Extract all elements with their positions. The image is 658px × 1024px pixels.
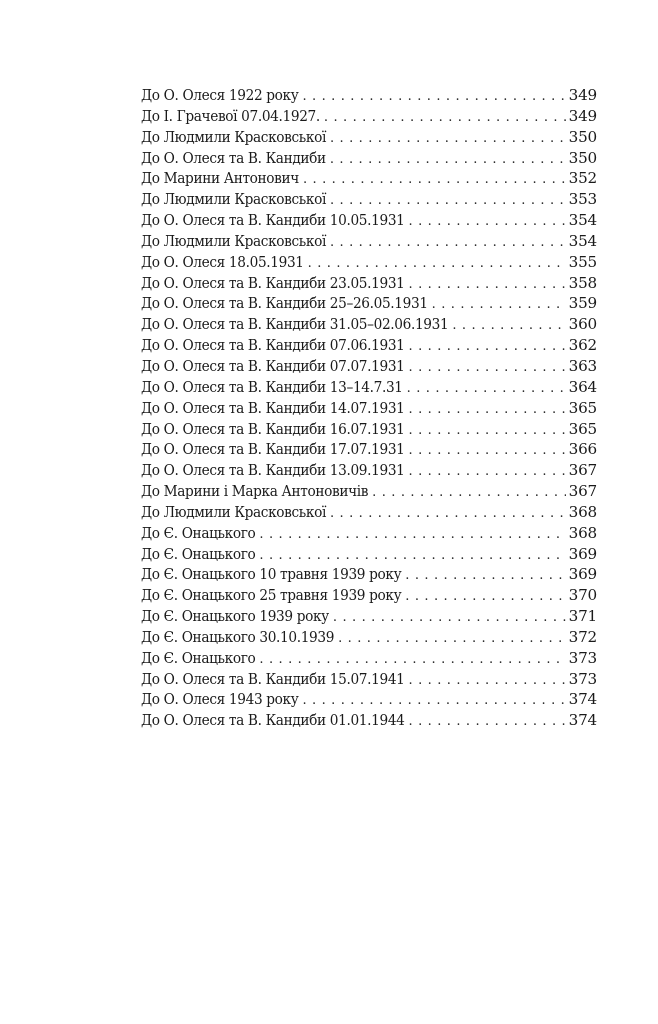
- toc-entry: [141, 189, 597, 210]
- toc-entry: [141, 710, 597, 731]
- toc-leader-dots: [324, 108, 566, 129]
- toc-entry-page: 365: [568, 398, 597, 417]
- toc-entry-title: До О. Олеся та В. Кандиби 16.07.1931: [141, 419, 405, 438]
- toc-entry-title: До Є. Онацького 10 травня 1939 року: [141, 565, 402, 584]
- toc-entry-page: 358: [568, 273, 597, 292]
- toc-leader-dots: [409, 441, 566, 462]
- toc-entry-title: До О. Олеся 18.05.1931: [141, 252, 304, 271]
- toc-entry-title: До О. Олеся та В. Кандиби 25–26.05.1931: [141, 294, 428, 313]
- toc-leader-dots: [409, 462, 566, 483]
- toc-entry-page: 365: [568, 419, 597, 438]
- toc-leader-dots: [405, 587, 565, 608]
- toc-entry: [141, 148, 597, 169]
- toc-leader-dots: [330, 150, 566, 171]
- toc-entry-page: 374: [568, 711, 597, 730]
- toc-leader-dots: [452, 316, 565, 337]
- table-of-contents: [141, 85, 597, 731]
- toc-entry-page: 373: [568, 648, 597, 667]
- toc-entry: [141, 127, 597, 148]
- toc-entry: [141, 460, 597, 481]
- toc-entry: [141, 606, 597, 627]
- toc-entry-title: До О. Олеся та В. Кандиби 13.09.1931: [141, 461, 405, 480]
- toc-entry-title: До Марини і Марка Антоновичів: [141, 482, 369, 501]
- toc-leader-dots: [409, 671, 566, 692]
- toc-leader-dots: [409, 212, 566, 233]
- toc-entry-page: 373: [568, 669, 597, 688]
- toc-entry: [141, 523, 597, 544]
- toc-entry: [141, 377, 597, 398]
- toc-entry-page: 355: [568, 252, 597, 271]
- toc-entry-title: До О. Олеся та В. Кандиби 13–14.7.31: [141, 377, 403, 396]
- toc-entry-page: 364: [568, 377, 597, 396]
- toc-entry: [141, 398, 597, 419]
- toc-leader-dots: [338, 629, 566, 650]
- toc-entry: [141, 273, 597, 294]
- toc-entry-page: 350: [568, 127, 597, 146]
- toc-entry-title: До О. Олеся 1922 року: [141, 86, 299, 104]
- toc-leader-dots: [259, 525, 565, 546]
- toc-entry-page: 359: [568, 294, 597, 313]
- toc-entry-title: До Людмили Красковської: [141, 190, 326, 209]
- toc-leader-dots: [330, 191, 566, 212]
- toc-entry-title: До І. Грачевої 07.04.1927.: [141, 106, 320, 125]
- toc-entry: [141, 419, 597, 440]
- toc-entry: [141, 648, 597, 669]
- toc-leader-dots: [330, 504, 566, 525]
- toc-entry-title: До О. Олеся та В. Кандиби 07.06.1931: [141, 336, 405, 355]
- toc-leader-dots: [405, 566, 565, 587]
- toc-leader-dots: [432, 295, 566, 316]
- toc-entry-title: До О. Олеся 1943 року: [141, 690, 299, 709]
- toc-entry-page: 370: [568, 586, 597, 605]
- toc-leader-dots: [409, 337, 566, 358]
- toc-entry-title: До Людмили Красковської: [141, 502, 326, 521]
- toc-entry-page: 369: [568, 565, 597, 584]
- toc-entry-title: До О. Олеся та В. Кандиби: [141, 148, 326, 167]
- toc-leader-dots: [407, 379, 566, 400]
- toc-entry-title: До О. Олеся та В. Кандиби 14.07.1931: [141, 398, 405, 417]
- toc-entry: [141, 314, 597, 335]
- toc-entry-page: 354: [568, 231, 597, 250]
- toc-entry-page: 354: [568, 211, 597, 230]
- toc-entry-title: До Марини Антонович: [141, 169, 299, 188]
- toc-leader-dots: [372, 483, 565, 504]
- toc-entry-page: 360: [568, 315, 597, 334]
- toc-leader-dots: [409, 421, 566, 442]
- toc-entry-page: 350: [568, 148, 597, 167]
- toc-leader-dots: [259, 546, 565, 567]
- toc-entry: [141, 252, 597, 273]
- toc-leader-dots: [303, 170, 566, 191]
- toc-entry-page: 374: [568, 690, 597, 709]
- toc-entry-page: 349: [568, 86, 597, 104]
- toc-leader-dots: [333, 608, 566, 629]
- toc-entry: [141, 585, 597, 606]
- toc-entry-title: До Є. Онацького: [141, 648, 256, 667]
- toc-entry: [141, 85, 597, 106]
- toc-entry-title: До Є. Онацького 1939 року: [141, 607, 329, 626]
- toc-entry-page: 367: [568, 461, 597, 480]
- toc-entry-title: До О. Олеся та В. Кандиби 17.07.1931: [141, 440, 405, 459]
- toc-leader-dots: [259, 650, 565, 671]
- toc-entry: [141, 210, 597, 231]
- toc-entry-page: 368: [568, 502, 597, 521]
- toc-entry: [141, 627, 597, 648]
- toc-entry: [141, 439, 597, 460]
- toc-entry-title: До Людмили Красковської: [141, 231, 326, 250]
- toc-entry-title: До Є. Онацького: [141, 544, 256, 563]
- toc-entry-page: 366: [568, 440, 597, 459]
- toc-entry: [141, 669, 597, 690]
- toc-leader-dots: [409, 275, 566, 296]
- toc-entry-title: До Є. Онацького 25 травня 1939 року: [141, 586, 402, 605]
- toc-entry: [141, 502, 597, 523]
- toc-entry-page: 367: [568, 482, 597, 501]
- toc-entry: [141, 481, 597, 502]
- toc-entry-title: До О. Олеся та В. Кандиби 10.05.1931: [141, 211, 405, 230]
- toc-entry-page: 363: [568, 356, 597, 375]
- toc-entry-page: 371: [568, 607, 597, 626]
- toc-entry-title: До О. Олеся та В. Кандиби 07.07.1931: [141, 356, 405, 375]
- toc-entry-page: 353: [568, 190, 597, 209]
- toc-leader-dots: [409, 358, 566, 379]
- toc-entry: [141, 689, 597, 710]
- toc-entry: [141, 231, 597, 252]
- toc-entry-title: До О. Олеся та В. Кандиби 31.05–02.06.1931: [141, 315, 449, 334]
- toc-entry-title: До Людмили Красковської: [141, 127, 326, 146]
- toc-entry: [141, 335, 597, 356]
- toc-entry: [141, 564, 597, 585]
- toc-entry-page: 368: [568, 523, 597, 542]
- toc-leader-dots: [409, 400, 566, 421]
- toc-entry-title: До Є. Онацького: [141, 523, 256, 542]
- toc-entry: [141, 544, 597, 565]
- toc-entry: [141, 293, 597, 314]
- toc-leader-dots: [330, 233, 566, 254]
- toc-entry-page: 369: [568, 544, 597, 563]
- toc-entry-title: До О. Олеся та В. Кандиби 15.07.1941: [141, 669, 405, 688]
- toc-entry-page: 349: [568, 106, 597, 125]
- toc-entry: [141, 356, 597, 377]
- toc-leader-dots: [302, 691, 565, 712]
- toc-leader-dots: [409, 712, 566, 733]
- toc-entry-page: 372: [568, 627, 597, 646]
- toc-entry-title: До О. Олеся та В. Кандиби 01.01.1944: [141, 711, 405, 730]
- toc-leader-dots: [330, 129, 566, 150]
- toc-entry-page: 352: [568, 169, 597, 188]
- toc-entry: [141, 106, 597, 127]
- toc-entry-title: До Є. Онацького 30.10.1939: [141, 627, 335, 646]
- toc-entry-page: 362: [568, 336, 597, 355]
- toc-entry-title: До О. Олеся та В. Кандиби 23.05.1931: [141, 273, 405, 292]
- toc-leader-dots: [308, 254, 566, 275]
- toc-entry: [141, 168, 597, 189]
- toc-leader-dots: [302, 87, 565, 108]
